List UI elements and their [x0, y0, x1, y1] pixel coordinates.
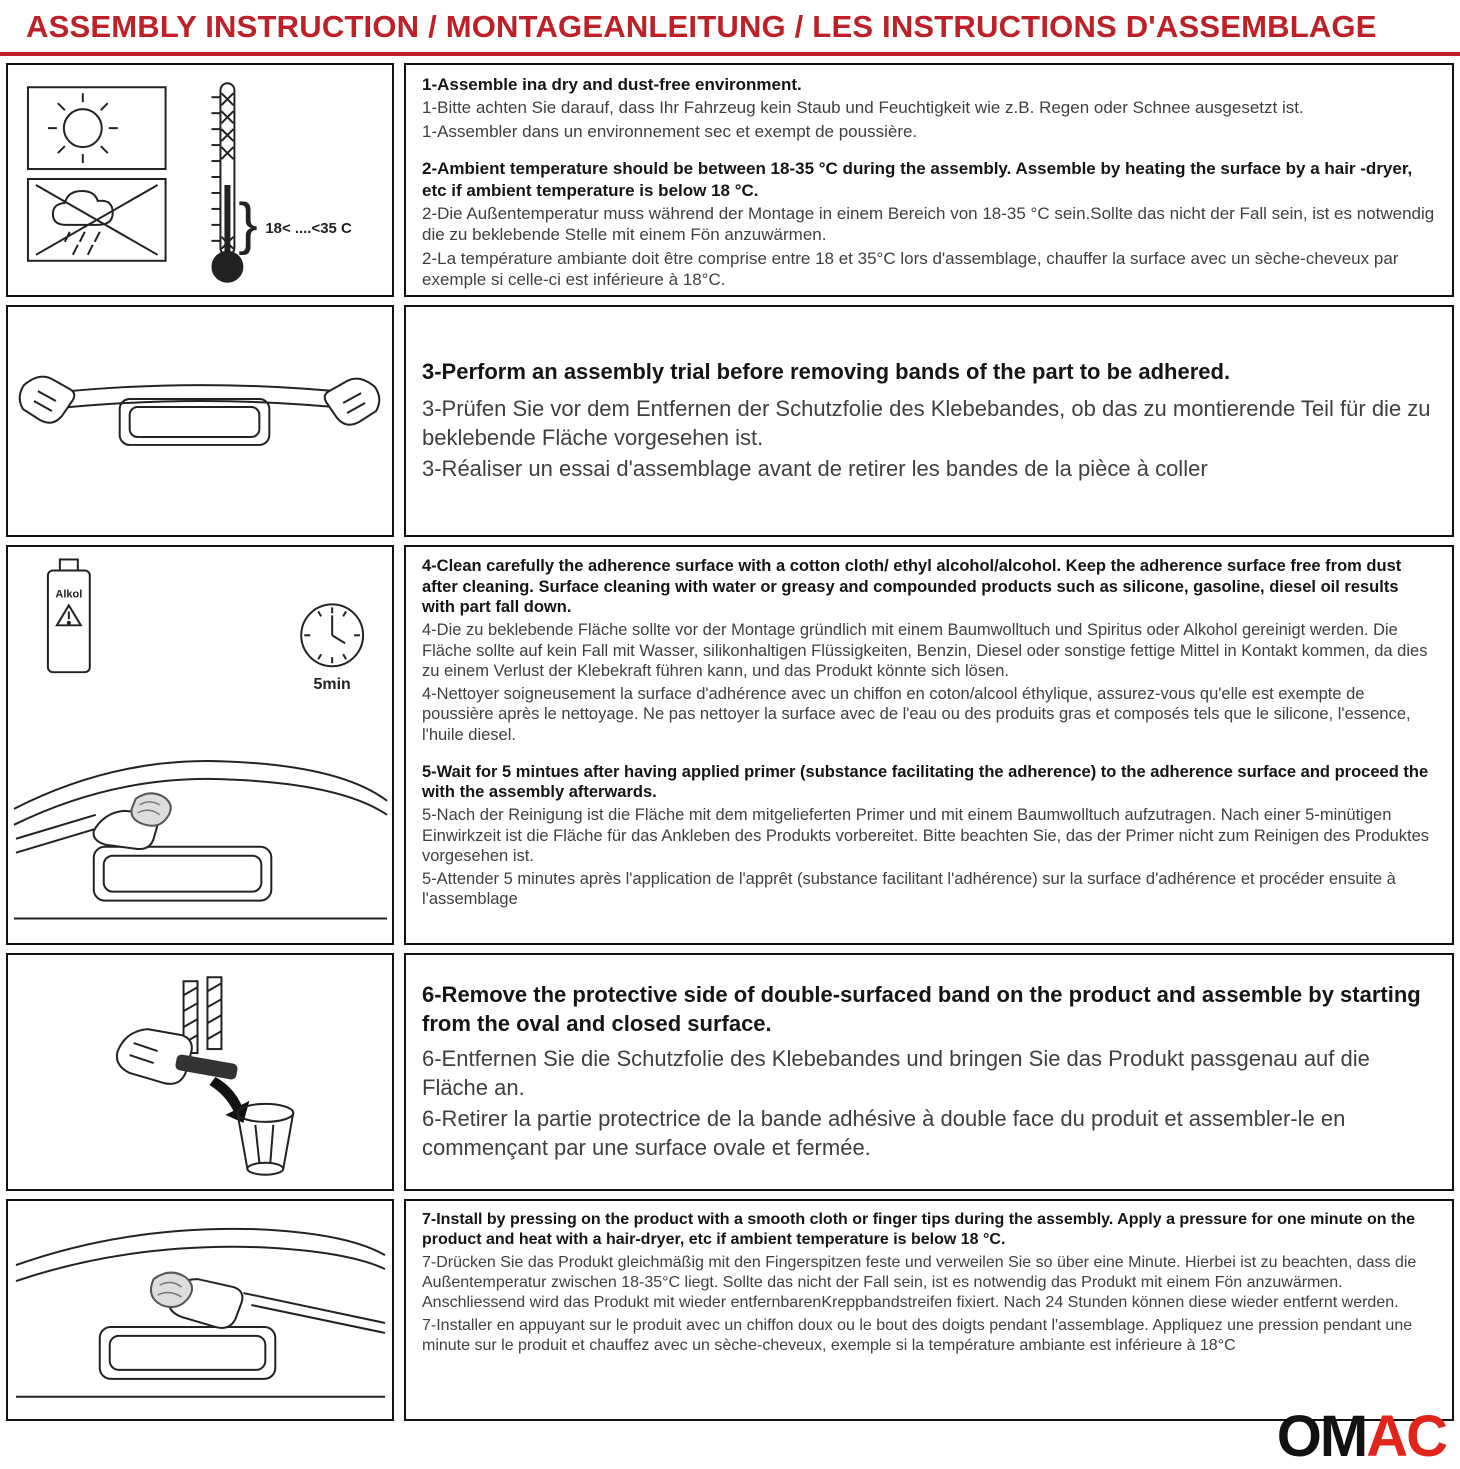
peel-band-trash-illustration	[8, 955, 392, 1189]
trash-can-icon	[237, 1104, 293, 1175]
step4-fr: 4-Nettoyer soigneusement la surface d'adhérence avec un chiffon en coton/alcool éthylique, assurez-vous qu'elle est exempte de poussière après le nettoyage. Ne pas nettoyer la surface avec de l'eau ou des produits gras et composés tels que le silicone, l'essence, l'huile diesel.	[422, 684, 1411, 744]
illustration-cleaning	[6, 545, 394, 945]
step3-en: 3-Perform an assembly trial before removing bands of the part to be adhered.	[422, 358, 1231, 384]
range-bracket: }	[238, 191, 258, 256]
bottle-label: Alkol	[55, 588, 83, 601]
hands-holding-trim-illustration	[8, 307, 392, 535]
clock-label: 5min	[313, 676, 351, 694]
step2-en: 2-Ambient temperature should be between 18-35 °C during the assembly. Assemble by heating the surface by a hair -dryer, etc if ambient temperature is below 18 °C.	[422, 159, 1413, 200]
pressing-hand-icon	[151, 1273, 385, 1333]
step7-de: 7-Drücken Sie das Produkt gleichmäßig mit den Fingerspitzen feste und verweilen Sie so über eine Minute. Hierbei ist zu beachten, dass die Außentemperatur zwischen 18-35°C liegt. Sollte das nicht der Fall sein, ist es notwendig das Produkt mit einem Fön anzuwärmen. Anschliessend wird das Produkt mit wieder entfernbarenKreppbandstreifen fixiert. Nach 24 Stunden können diese wieder entfernt werden.	[422, 1253, 1417, 1312]
step1-fr: 1-Assembler dans un environnement sec et exempt de poussière.	[422, 121, 918, 141]
pressing-hand-illustration	[8, 1201, 392, 1419]
section-4-text	[404, 953, 1454, 1191]
instruction-rows	[0, 56, 1460, 1421]
step4-en: 4-Clean carefully the adherence surface with a cotton cloth/ ethyl alcohol/alcohol. Keep the adherence surface free from dust after cleaning. Surface cleaning with water or greasy and compounded products such as silicone, gasoline, diesel oil results with part fall down.	[422, 557, 1402, 617]
step6-en: 6-Remove the protective side of double-surfaced band on the product and assemble by starting from the oval and closed surface.	[422, 981, 1421, 1036]
no-rain-icon	[28, 179, 166, 261]
step1-de: 1-Bitte achten Sie darauf, dass Ihr Fahrzeug kein Staub und Feuchtigkeit wie z.B. Regen oder Schnee ausgesetzt ist.	[422, 98, 1304, 118]
logo-text-red: AC	[1366, 1404, 1446, 1469]
left-hand-icon	[20, 377, 75, 423]
wiping-hand-icon	[16, 793, 171, 852]
surface-panel	[14, 761, 387, 919]
trim-strip	[50, 385, 355, 445]
page-title: ASSEMBLY INSTRUCTION / MONTAGEANLEITUNG / LES INSTRUCTIONS D'ASSEMBLAGE	[0, 0, 1460, 56]
sun-rain-thermometer-illustration	[8, 65, 392, 295]
section-3-text	[404, 545, 1454, 945]
section-1-row	[6, 63, 1454, 297]
step2-fr: 2-La température ambiante doit être comprise entre 18 et 35°C lors d'assemblage, chauffer la surface avec un sèche-cheveux par exemple si celle-ci est inférieure à 18°C.	[422, 248, 1399, 290]
illustration-assembly-trial	[6, 305, 394, 537]
illustration-environment-temperature	[6, 63, 394, 297]
clock-icon	[301, 604, 363, 666]
step7-en: 7-Install by pressing on the product with a smooth cloth or finger tips during the assembly. Apply a pressure for one minute on the product and heat with a hair-dryer, etc if ambient temperature is below 18 °C.	[422, 1211, 1415, 1249]
step3-fr: 3-Réaliser un essai d'assemblage avant de retirer les bandes de la pièce à coller	[422, 456, 1208, 482]
step4-de: 4-Die zu beklebende Fläche sollte vor der Montage gründlich mit einem Baumwolltuch und Spiritus oder Alkohol gereinigt werden. Die Fläche sollte auf kein Fall mit Wasser, silikonhaltigen Flüssigkeiten, Benzin, Diesel oder sonstige fettige Mittel in Kontakt kommen, da dies zu einem Verlust der Klebekraft führen kann, und das Produkt könnte sich lösen.	[422, 620, 1428, 681]
alcohol-bottle-icon	[48, 559, 90, 672]
section-2-row	[6, 305, 1454, 537]
step6-fr: 6-Retirer la partie protectrice de la bande adhésive à double face du produit et assembler-le en commençant par une surface ovale et fermée.	[422, 1106, 1346, 1161]
section-5-row	[6, 1199, 1454, 1421]
omac-logo	[1276, 1404, 1446, 1469]
arrow-to-trash	[209, 1077, 249, 1123]
section-3-row	[6, 545, 1454, 945]
step5-en: 5-Wait for 5 mintues after having applied primer (substance facilitating the adherence) to the adherence surface and proceed the with the assembly afterwards.	[422, 762, 1429, 802]
step5-de: 5-Nach der Reinigung ist die Fläche mit dem mitgelieferten Primer und mit einem Baumwolltuch aufzutragen. Nach einer 5-minütigen Einwirkzeit ist die Fläche für das Ankleben des Produkts vorbereitet. Bitte beachten Sie, das der Primer nicht zum Reinigen des Produktes vorgesehen ist.	[422, 805, 1430, 866]
step5-fr: 5-Attender 5 minutes après l'application de l'apprêt (substance facilitant l'adhérence) sur la surface d'adhérence et procéder ensuite à l'assemblage	[422, 869, 1396, 909]
section-4-row	[6, 953, 1454, 1191]
right-hand-icon	[325, 379, 380, 425]
cleaning-illustration	[8, 547, 392, 943]
step1-en: 1-Assemble ina dry and dust-free environment.	[422, 75, 802, 94]
section-2-text	[404, 305, 1454, 537]
section-5-text	[404, 1199, 1454, 1421]
step2-de: 2-Die Außentemperatur muss während der Montage in einem Bereich von 18-35 °C sein.Sollte das nicht der Fall sein, ist es notwendig die zu beklebende Stelle mit einem Fön anzuwärmen.	[422, 204, 1435, 245]
step6-de: 6-Entfernen Sie die Schutzfolie des Klebebandes und bringen Sie das Produkt passgenau auf die Fläche an.	[422, 1045, 1370, 1100]
sun-icon	[28, 87, 166, 169]
step3-de: 3-Prüfen Sie vor dem Entfernen der Schutzfolie des Klebebandes, ob das zu montierende Teil für die zu beklebende Fläche vorgesehen ist.	[422, 395, 1431, 450]
section-1-text	[404, 63, 1454, 297]
thermometer-range-label: 18< ....<35 C	[265, 219, 352, 237]
step7-fr: 7-Installer en appuyant sur le produit avec un chiffon doux ou le bout des doigts pendant l'assemblage. Appliquez une pression pendant une minute sur le produit et chauffez avec un sèche-cheveux, exemple si la température ambiante est inférieure à 18°C	[422, 1316, 1413, 1354]
illustration-remove-band	[6, 953, 394, 1191]
logo-text-black: OM	[1276, 1404, 1367, 1469]
illustration-press-install	[6, 1199, 394, 1421]
